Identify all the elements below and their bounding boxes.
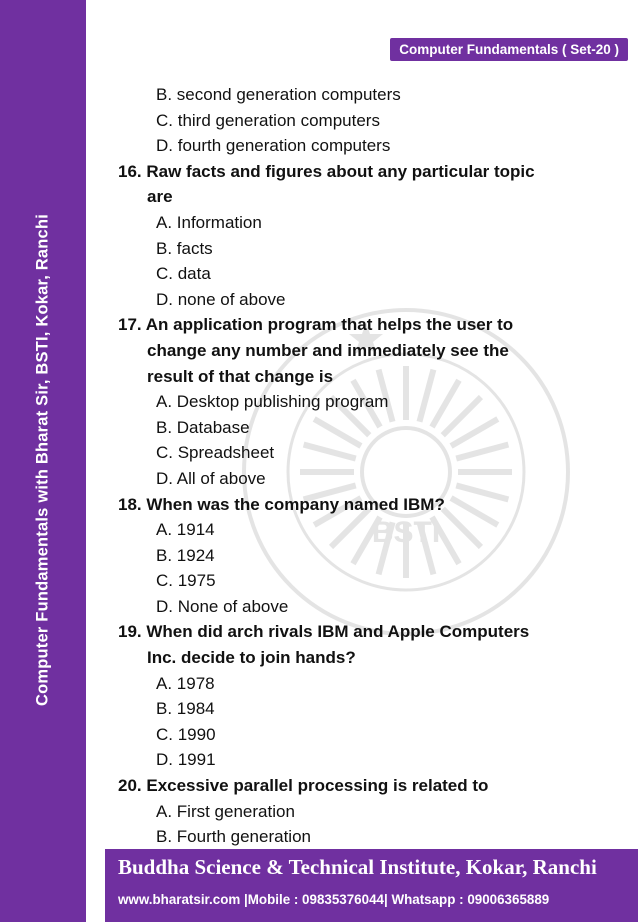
answer-option: C. 1990 <box>156 724 216 744</box>
footer <box>105 849 638 922</box>
answer-option: D. none of above <box>156 289 286 309</box>
question-text-continued: change any number and immediately see the <box>147 340 509 360</box>
answer-option: B. second generation computers <box>156 85 401 104</box>
sidebar-title: Computer Fundamentals with Bharat Sir, BSTI, Kokar, Ranchi <box>33 213 52 707</box>
question-text-continued: are <box>147 187 173 207</box>
question-list <box>118 82 618 850</box>
footer-institute-name: Buddha Science & Technical Institute, Kokar, Ranchi <box>118 855 597 879</box>
question-text: 17. An application program that helps the user to <box>118 315 514 335</box>
answer-option: B. Fourth generation <box>156 827 311 847</box>
answer-option: A. 1914 <box>156 520 215 540</box>
footer-contact: www.bharatsir.com |Mobile : 09835376044| Whatsapp : 09006365889 <box>118 892 550 907</box>
answer-option: B. facts <box>156 238 213 258</box>
answer-option: D. fourth generation computers <box>156 136 391 156</box>
answer-option: D. None of above <box>156 596 289 616</box>
answer-option: B. 1984 <box>156 699 215 719</box>
answer-option: C. third generation computers <box>156 110 380 130</box>
answer-option: A. 1978 <box>156 673 215 693</box>
answer-option: B. Database <box>156 417 250 437</box>
answer-option: A. Desktop publishing program <box>156 392 389 412</box>
answer-option: C. Spreadsheet <box>156 443 275 463</box>
question-text: 20. Excessive parallel processing is related to <box>118 776 489 796</box>
answer-option: C. 1975 <box>156 571 216 591</box>
answer-option: B. 1924 <box>156 545 215 565</box>
answer-option: D. 1991 <box>156 750 216 770</box>
answer-option: C. data <box>156 264 211 284</box>
answer-option: D. All of above <box>156 468 266 488</box>
question-text: 18. When was the company named IBM? <box>118 494 445 514</box>
question-text: 16. Raw facts and figures about any particular topic <box>118 161 535 181</box>
set-badge: Computer Fundamentals ( Set-20 ) <box>390 38 628 61</box>
question-text: 19. When did arch rivals IBM and Apple Computers <box>118 622 530 642</box>
question-text-continued: result of that change is <box>147 366 334 386</box>
left-sidebar <box>0 0 86 922</box>
answer-option: A. First generation <box>156 801 295 821</box>
seal-label: BSTI <box>371 516 441 549</box>
answer-option: A. Information <box>156 212 262 232</box>
question-text-continued: Inc. decide to join hands? <box>147 648 356 668</box>
